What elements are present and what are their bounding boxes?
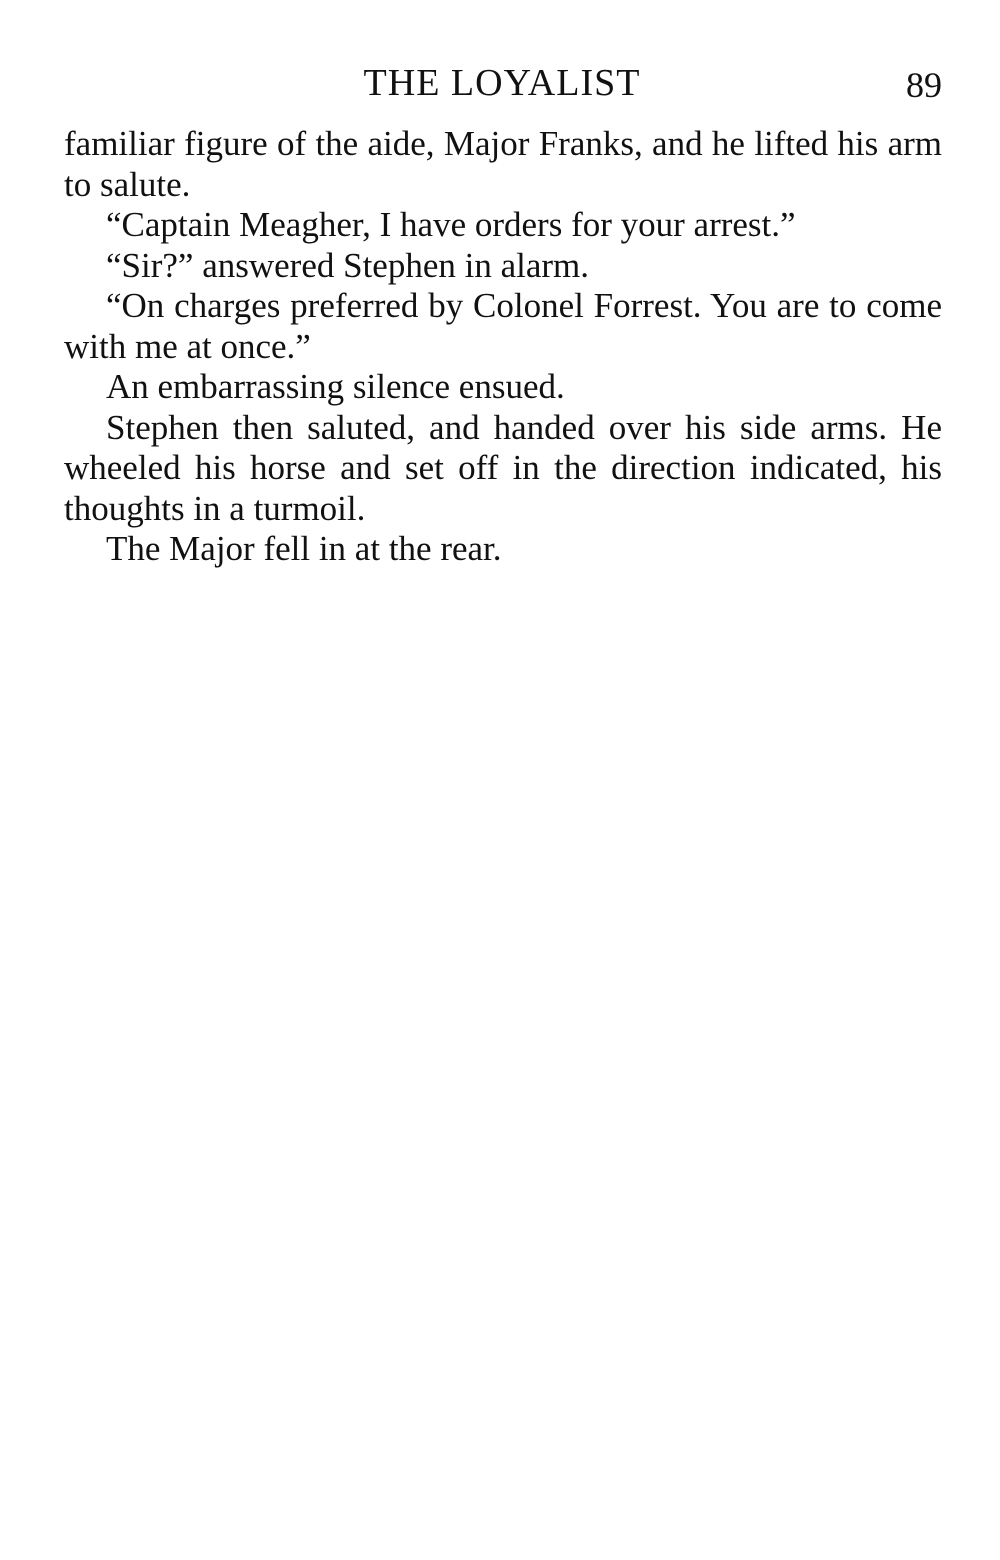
paragraph-3: “Sir?” answered Stephen in alarm. (106, 245, 590, 285)
paragraph-2: “Captain Meagher, I have orders for your arrest.” (106, 205, 796, 244)
running-title: THE LOYALIST (363, 62, 641, 104)
paragraph-4: “On charges preferred by Colonel Forrest. You are to come with me at once.” (64, 286, 942, 366)
page-number: 89 (906, 65, 942, 105)
paragraph-7: The Major fell in at the rear. (106, 529, 502, 568)
paragraph-5: An embarrassing silence ensued. (106, 367, 565, 406)
paragraph-1: familiar figure of the aide, Major Franks, and he lifted his arm to salute. (64, 124, 942, 204)
body-text (64, 124, 942, 570)
paragraph-6: Stephen then saluted, and handed over his side arms. He wheeled his horse and set off in the direction indicated, his thoughts in a turmoil. (64, 407, 942, 528)
running-head (62, 58, 942, 108)
